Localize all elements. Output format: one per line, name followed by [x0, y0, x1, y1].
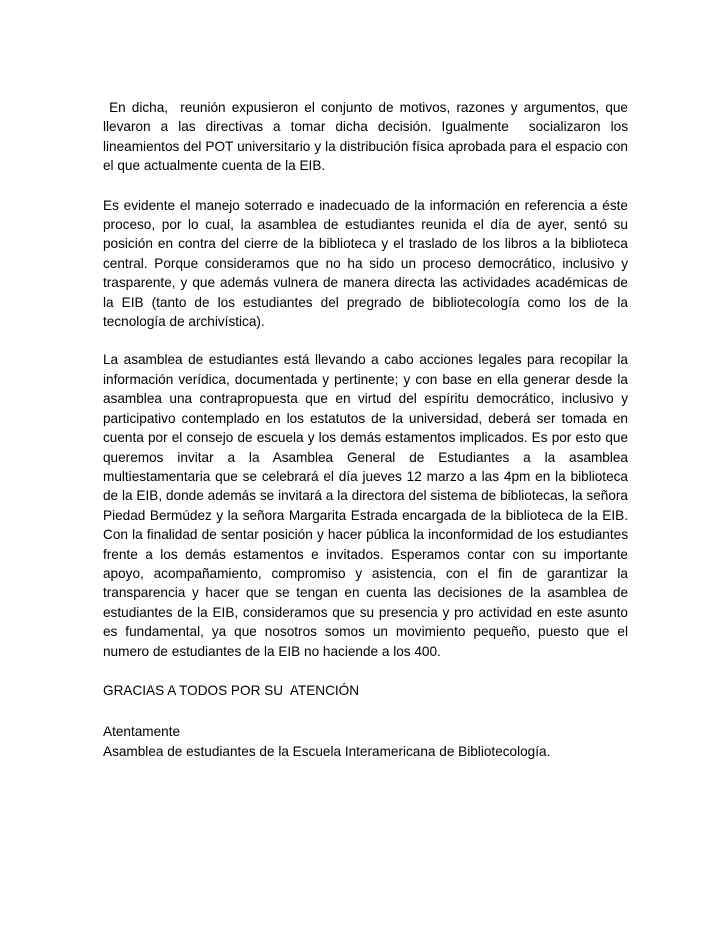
signature-block: [103, 722, 628, 761]
paragraph-spacer: [103, 700, 628, 722]
signature-line: Asamblea de estudiantes de la Escuela Interamericana de Bibliotecología.: [103, 743, 551, 759]
thanks-line: GRACIAS A TODOS POR SU ATENCIÓN: [103, 682, 360, 698]
closing-line: Atentamente: [103, 724, 181, 740]
paragraph-information: Es evidente el manejo soterrado e inadecuado de la información en referencia a éste proceso, por lo cual, la asamblea de estudiantes reunida el día de ayer, sentó su posición en contra del cierre de la biblioteca y el traslado de los libros a la biblioteca central. Porque consideramos que no ha sido un proceso democrático, inclusivo y trasparente, y que además vulnera de manera directa las actividades académicas de la EIB (tanto de los estudiantes del pregrado de bibliotecología como los de la tecnología de archivística).: [103, 197, 628, 330]
paragraph-meeting: En dicha, reunión expusieron el conjunto de motivos, razones y argumentos, que llevaron a las directivas a tomar dicha decisión. Igualmente socializaron los lineamientos del POT universitario y la distribución física aprobada para el espacio con el que actualmente cuenta de la EIB.: [103, 100, 632, 174]
paragraph-spacer: [103, 661, 628, 681]
paragraph-spacer: [103, 176, 628, 196]
paragraph-assembly-actions: La asamblea de estudiantes está llevando a cabo acciones legales para recopilar la información verídica, documentada y pertinente; y con base en ella generar desde la asamblea una contrapropuesta que en virtud del espíritu democrático, inclusivo y participativo contemplado en los estatutos de la universidad, deberá ser tomada en cuenta por el consejo de escuela y los demás estamentos implicados. Es por esto que queremos invitar a la Asamblea General de Estudiantes a la asamblea multiestamentaria que se celebrará el día jueves 12 marzo a las 4pm en la biblioteca de la EIB, donde además se invitará a la directora del sistema de bibliotecas, la señora Piedad Bermúdez y la señora Margarita Estrada encargada de la biblioteca de la EIB. Con la finalidad de sentar posición y hacer pública la inconformidad de los estudiantes frente a los demás estamentos e invitados. Esperamos contar con su importante apoyo, acompañamiento, compromiso y asistencia, con el fin de garantizar la transparencia y hacer que se tengan en cuenta las decisiones de la asamblea de estudiantes de la EIB, consideramos que su presencia y pro actividad en este asunto es fundamental, ya que nosotros somos un movimiento pequeño, puesto que el numero de estudiantes de la EIB no haciende a los 400.: [103, 352, 628, 659]
paragraph-spacer: [103, 331, 628, 350]
document-page: [103, 98, 632, 761]
